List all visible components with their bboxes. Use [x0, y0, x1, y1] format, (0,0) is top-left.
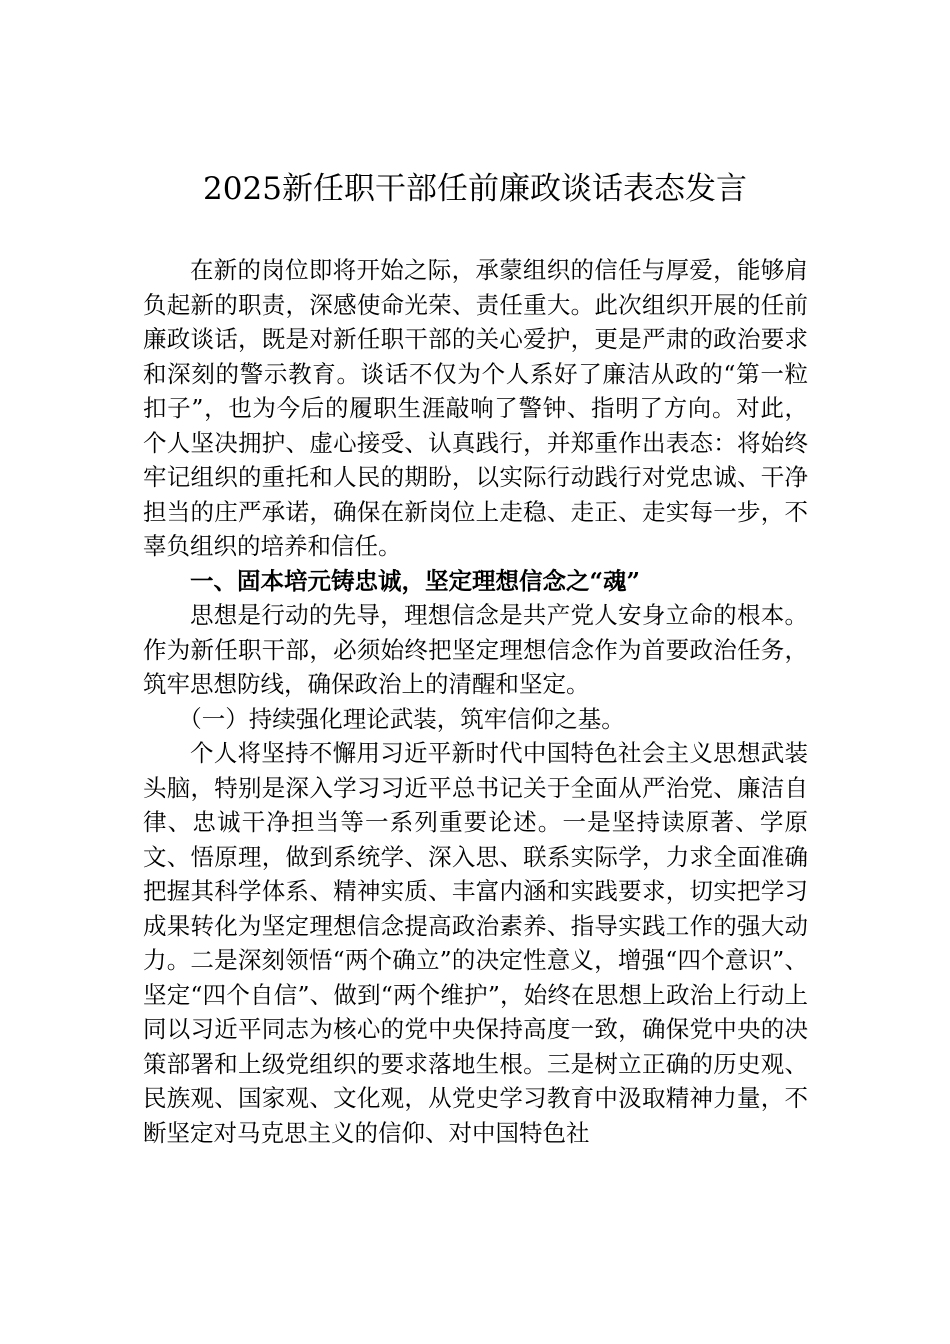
subsection-paragraph: 个人将坚持不懈用习近平新时代中国特色社会主义思想武装头脑，特别是深入学习习近平总书记关于全面从严治党、廉洁自律、忠诚干净担当等一系列重要论述。一是坚持读原著、学原文、悟原理，做到系统学、深入思、联系实际学，力求全面准确把握其科学体系、精神实质、丰富内涵和实践要求，切实把学习成果转化为坚定理想信念提高政治素养、指导实践工作的强大动力。二是深刻领悟“两个确立”的决定性意义，增强“四个意识”、坚定“四个自信”、做到“两个维护”，始终在思想上政治上行动上同以习近平同志为核心的党中央保持高度一致，确保党中央的决策部署和上级党组织的要求落地生根。三是树立正确的历史观、民族观、国家观、文化观，从党史学习教育中汲取精神力量，不断坚定对马克思主义的信仰、对中国特色社 — [143, 739, 808, 1147]
subsection-heading: （一）持续强化理论武装，筑牢信仰之基。 — [178, 704, 625, 733]
document-title: 2025新任职干部任前廉政谈话表态发言 — [203, 171, 747, 207]
section-heading: 一、固本培元铸忠诚，坚定理想信念之“魂” — [190, 566, 641, 595]
intro-paragraph: 在新的岗位即将开始之际，承蒙组织的信任与厚爱，能够肩负起新的职责，深感使命光荣、责任重大。此次组织开展的任前廉政谈话，既是对新任职干部的关心爱护，更是严肃的政治要求和深刻的警示教育。谈话不仅为个人系好了廉洁从政的“第一粒扣子”，也为今后的履职生涯敲响了警钟、指明了方向。对此，个人坚决拥护、虚心接受、认真践行，并郑重作出表态：将始终牢记组织的重托和人民的期盼，以实际行动践行对党忠诚、干净担当的庄严承诺，确保在新岗位上走稳、走正、走实每一步，不辜负组织的培养和信任。 — [143, 256, 808, 560]
document-body — [143, 253, 808, 1150]
section-paragraph: 思想是行动的先导，理想信念是共产党人安身立命的根本。作为新任职干部，必须始终把坚定理想信念作为首要政治任务，筑牢思想防线，确保政治上的清醒和坚定。 — [143, 601, 808, 698]
